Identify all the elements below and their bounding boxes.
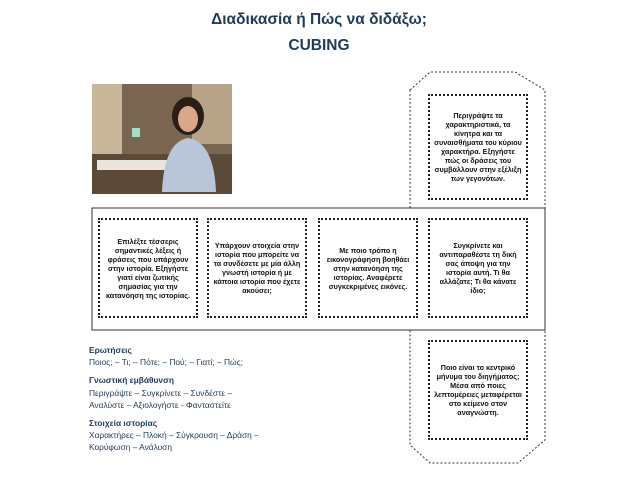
notes-story-line2: Κορύφωση – Ανάλυση (89, 442, 172, 453)
notes-cognitive-line1: Περιγράψτε – Συγκρίνετε – Συνδέστε – (89, 387, 233, 398)
notes-story-line1: Χαρακτήρες – Πλοκή – Σύγκρουση – Δράση – (89, 430, 259, 441)
slide-title: Διαδικασία ή Πώς να διδάξω; (211, 11, 427, 28)
cube-face-4: Συγκρίνετε και αντιπαραθέστε τη δική σας άποψη για την ιστορία αυτή. Τι θα αλλάζατε; Τι θα κάνατε ίδιο; (428, 218, 528, 318)
notes (89, 344, 389, 454)
notes-heading-story: Στοιχεία ιστορίας (89, 417, 158, 428)
notes-heading-questions: Ερωτήσεις (89, 345, 132, 355)
notes-heading-cognitive: Γνωστική εμβάθυνση (89, 375, 174, 386)
cube-face-bottom: Ποιο είναι το κεντρικό μήνυμα του διηγήματος; Μέσα από ποιες λεπτομέρειες μεταφέρεται στο κείμενο στον αναγνώστη. (428, 340, 528, 440)
cube-face-top: Περιγράψτε τα χαρακτηριστικά, τα κίνητρα και τα συναισθήματα του κύριου χαρακτήρα. Εξηγήστε πώς οι δράσεις του συμβάλλουν στην εξέλιξη των γεγονότων. (428, 94, 528, 200)
slide-subtitle: CUBING (288, 37, 350, 54)
teacher-photo (92, 84, 232, 194)
notes-questions: Ποιος; – Τι; – Πότε; – Πού; – Γιατί; – Πώς; (89, 357, 243, 368)
cube-face-1: Επιλέξτε τέσσερις σημαντικές λέξεις ή φράσεις που υπάρχουν στην ιστορία. Εξηγήστε γιατί είναι ζωτικής σημασίας για την κατανόηση της ιστορίας. (98, 218, 198, 318)
notes-cognitive-line2: Αναλύστε – Αξιολογήστε - Φανταστείτε (89, 399, 231, 410)
cube-face-3: Με ποιο τρόπο η εικονογράφηση βοηθάει στην κατανόηση της ιστορίας. Αναφέρετε συγκεκριμένες εικόνες. (318, 218, 418, 318)
cube-face-2: Υπάρχουν στοιχεία στην ιστορία που μπορείτε να τα συνδέσετε με μία άλλη γνωστή ιστορία ή με κάποια ιστορία που έχετε ακούσει; (207, 218, 307, 318)
